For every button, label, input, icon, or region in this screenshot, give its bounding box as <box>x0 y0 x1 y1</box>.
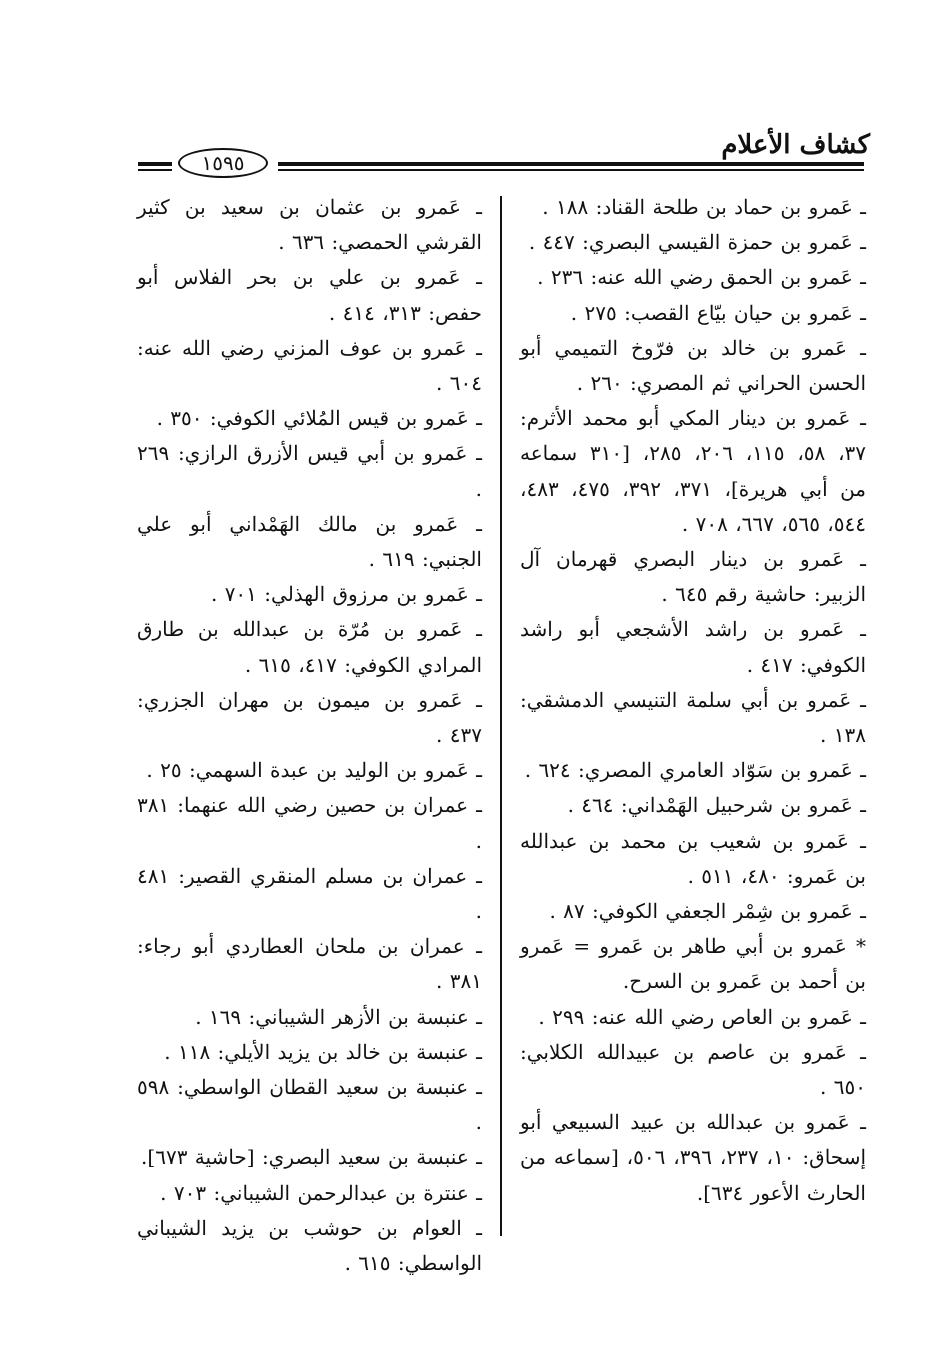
index-entry: ـ عَمرو بن حماد بن طلحة القناد: ١٨٨ . <box>542 195 866 219</box>
index-entry: ـ عَمرو بن حمزة القيسي البصري: ٤٤٧ . <box>528 230 866 255</box>
column-divider <box>500 196 502 1236</box>
index-entry: ـ عَمرو بن علي بن بحر الفلاس أبو حفص: ٣١٣، ٤١٤ . <box>137 265 482 325</box>
header-rule <box>278 162 864 171</box>
index-entry: ـ عَمرو بن راشد الأشجعي أبو راشد الكوفي: ٤١٧ . <box>520 617 866 677</box>
index-entry: ـ عَمرو بن شِمْر الجعفي الكوفي: ٨٧ . <box>549 899 866 924</box>
header-title: كشاف الأعلام <box>721 130 870 160</box>
index-entry: ـ عنترة بن عبدالرحمن الشيباني: ٧٠٣ . <box>160 1180 482 1205</box>
page-number: ١٥٩٥ <box>178 148 268 178</box>
index-entry: ـ عَمرو بن عوف المزني رضي الله عنه: ٦٠٤ . <box>137 335 482 396</box>
index-entry: ـ عَمرو بن مُرّة بن عبدالله بن طارق المرادي الكوفي: ٤١٧، ٦١٥ . <box>137 617 482 677</box>
index-entry: ـ عَمرو بن شرحبيل الهَمْداني: ٤٦٤ . <box>567 793 866 818</box>
index-entry: ـ عَمرو بن أبي سلمة التنيسي الدمشقي: ١٣٨ . <box>520 687 866 748</box>
index-entry: ـ عمران بن ملحان العطاردي أبو رجاء: ٣٨١ . <box>137 934 482 994</box>
index-entry: ـ عنبسة بن الأزهر الشيباني: ١٦٩ . <box>195 1004 482 1029</box>
index-entry: ـ العوام بن حوشب بن يزيد الشيباني الواسطي: ٦١٥ . <box>137 1215 482 1276</box>
index-entry: ـ عَمرو بن دينار المكي أبو محمد الأثرم: ٣٧، ٥٨، ١١٥، ٢٠٦، ٢٨٥، [٣١٠ سماعه من أبي هريرة]، ٣٧١، ٣٩٢، ٤٧٥، ٤٨٣، ٥٤٤، ٥٦٥، ٦٦٧، ٧٠٨ . <box>520 406 867 536</box>
left-column <box>137 190 482 1281</box>
index-entry: ـ عنبسة بن سعيد القطان الواسطي: ٥٩٨ . <box>137 1075 482 1135</box>
index-entry: ـ عمران بن مسلم المنقري القصير: ٤٨١ . <box>137 863 482 924</box>
index-entry: ـ عَمرو بن عثمان بن سعيد بن كثير القرشي الحمصي: ٦٣٦ . <box>137 195 482 255</box>
index-entry: ـ عَمرو بن خالد بن فرّوخ التميمي أبو الحسن الحراني ثم المصري: ٢٦٠ . <box>520 335 866 396</box>
index-entry: ـ عنبسة بن خالد بن يزيد الأيلي: ١١٨ . <box>164 1039 482 1064</box>
index-entry: ـ عمران بن حصين رضي الله عنهما: ٣٨١ . <box>137 793 482 853</box>
index-entry: ـ عَمرو بن الحمق رضي الله عنه: ٢٣٦ . <box>537 265 866 290</box>
index-entry: ـ عَمرو بن مالك الهَمْداني أبو علي الجنبي: ٦١٩ . <box>137 511 482 572</box>
right-column <box>520 190 866 1211</box>
index-entry: * عَمرو بن أبي طاهر بن عَمرو = عَمرو بن أحمد بن عَمرو بن السرح. <box>520 934 866 994</box>
index-entry: ـ عَمرو بن قيس المُلائي الكوفي: ٣٥٠ . <box>156 406 482 431</box>
index-entry: ـ عَمرو بن سَوّاد العامري المصري: ٦٢٤ . <box>524 758 866 783</box>
index-entry: ـ عنبسة بن سعيد البصري: [حاشية ٦٧٣]. <box>141 1145 482 1170</box>
index-entry: ـ عَمرو بن دينار البصري قهرمان آل الزبير: حاشية رقم ٦٤٥ . <box>520 547 866 607</box>
index-entry: ـ عَمرو بن ميمون بن مهران الجزري: ٤٣٧ . <box>137 687 482 748</box>
index-entry: ـ عَمرو بن شعيب بن محمد بن عبدالله بن عَمرو: ٤٨٠، ٥١١ . <box>520 828 866 888</box>
index-entry: ـ عَمرو بن أبي قيس الأزرق الرازي: ٢٦٩ . <box>137 441 482 501</box>
page-header <box>130 118 870 178</box>
index-entry: ـ عَمرو بن عاصم بن عبيدالله الكلابي: ٦٥٠ . <box>520 1039 866 1100</box>
index-entry: ـ عَمرو بن الوليد بن عبدة السهمي: ٢٥ . <box>146 758 482 783</box>
header-rule-short <box>138 162 172 171</box>
index-entry: ـ عَمرو بن عبدالله بن عبيد السبيعي أبو إسحاق: ١٠، ٢٣٧، ٣٩٦، ٥٠٦، [سماعه من الحارث الأعور ٦٣٤]. <box>520 1110 867 1205</box>
index-entry: ـ عَمرو بن العاص رضي الله عنه: ٢٩٩ . <box>538 1004 866 1029</box>
index-entry: ـ عَمرو بن مرزوق الهذلي: ٧٠١ . <box>210 582 482 607</box>
index-entry: ـ عَمرو بن حيان بيّاع القصب: ٢٧٥ . <box>570 300 866 325</box>
